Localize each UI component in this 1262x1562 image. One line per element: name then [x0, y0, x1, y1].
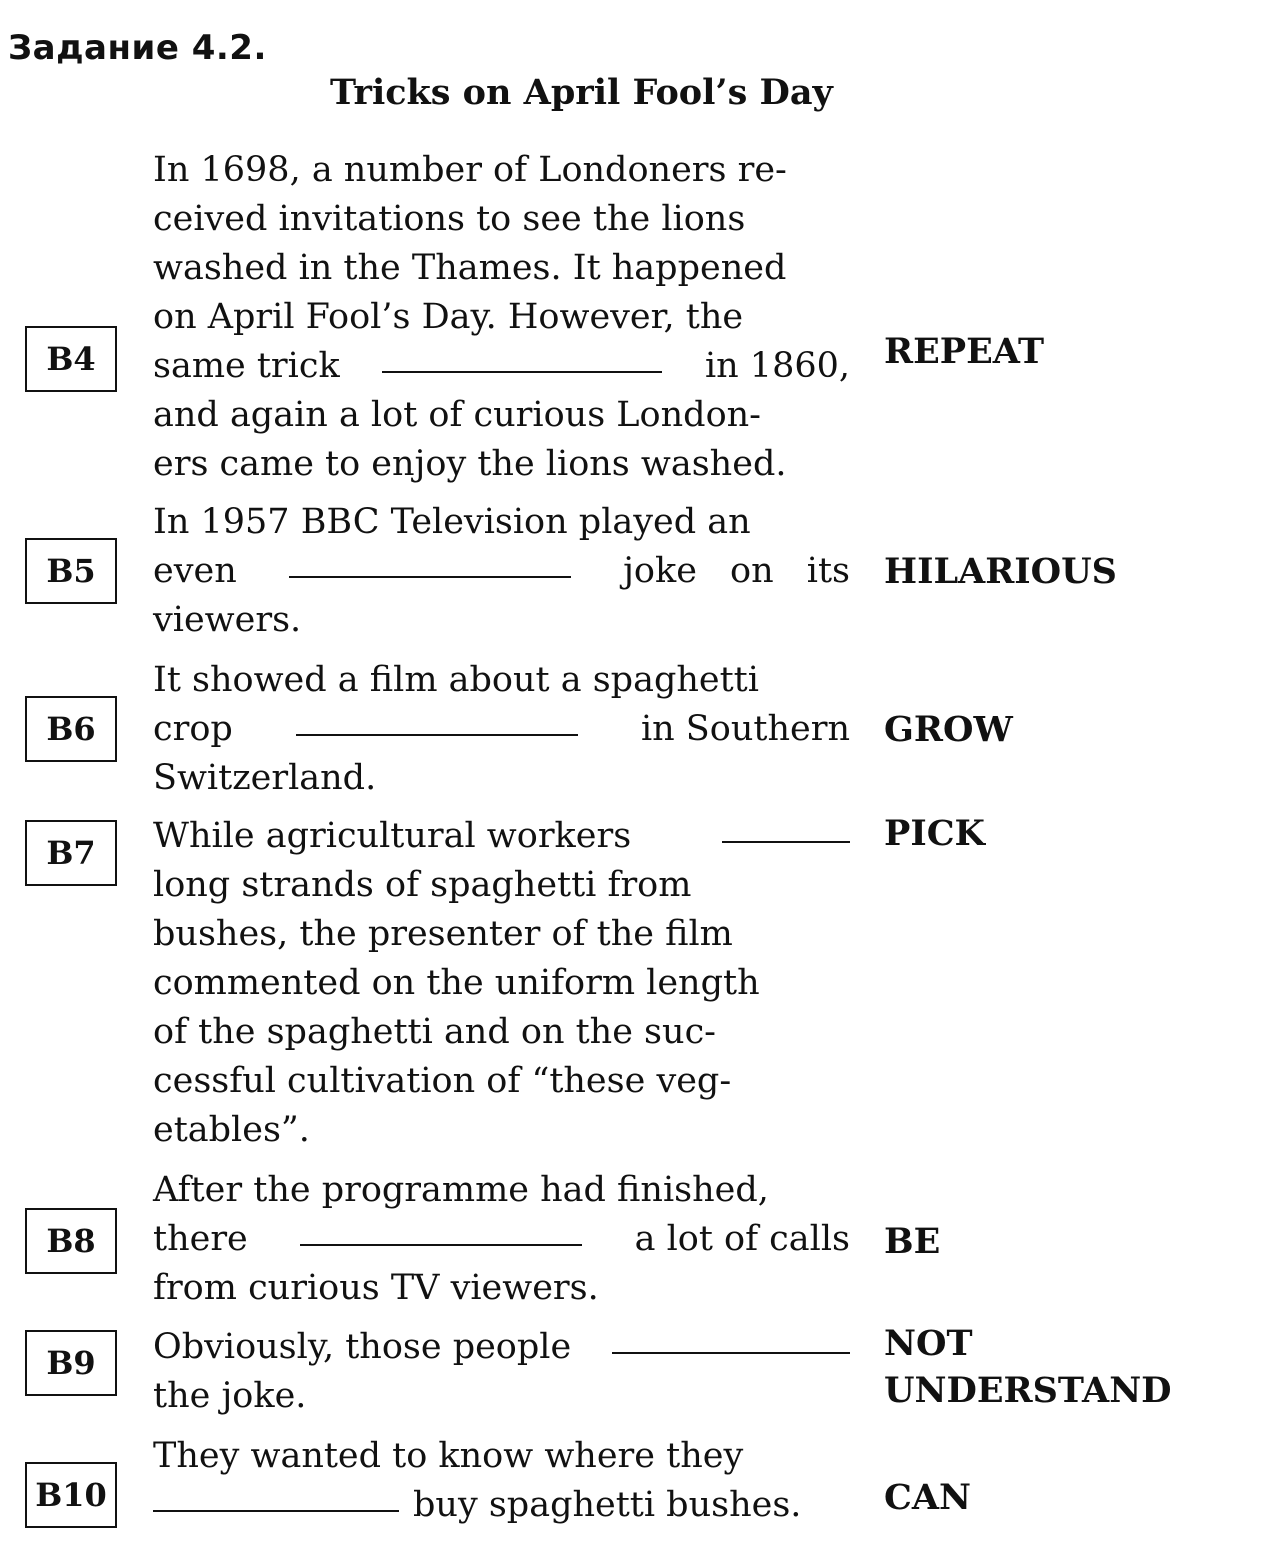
blank-line	[153, 342, 850, 391]
answer-blank[interactable]	[612, 1351, 850, 1354]
text-line: cessful cultivation of “these veg-	[153, 1061, 732, 1101]
keyword: GROW	[884, 709, 1013, 750]
text-line: the joke.	[153, 1376, 307, 1416]
item-number-box: B7	[25, 820, 117, 886]
text-before-blank: While agricultural workers	[153, 816, 632, 856]
keyword	[884, 1320, 1172, 1414]
text-before-blank: there	[153, 1219, 248, 1259]
item-text	[153, 498, 850, 645]
blank-line	[153, 812, 850, 861]
blank-line	[153, 705, 850, 754]
answer-blank[interactable]	[289, 575, 571, 578]
text-line: etables”.	[153, 1110, 310, 1150]
keyword: CAN	[884, 1477, 972, 1518]
answer-blank[interactable]	[296, 733, 578, 736]
text-line: commented on the uniform length	[153, 963, 760, 1003]
text-line: bushes, the presenter of the film	[153, 914, 733, 954]
blank-line	[153, 547, 850, 596]
item-text	[153, 812, 850, 1155]
text-after-blank: a lot of calls	[634, 1219, 850, 1259]
text-line: viewers.	[153, 600, 302, 640]
text-before-blank: even	[153, 551, 237, 591]
text-line: ceived invitations to see the lions	[153, 199, 746, 239]
text-line: on April Fool’s Day. However, the	[153, 297, 744, 337]
text-line: washed in the Thames. It happened	[153, 248, 787, 288]
text-before-blank: Obviously, those people	[153, 1327, 572, 1367]
text-after-blank: in 1860,	[704, 346, 850, 386]
blank-line	[153, 1215, 850, 1264]
text-line: ers came to enjoy the lions washed.	[153, 444, 787, 484]
page-title: Tricks on April Fool’s Day	[330, 72, 833, 113]
keyword: REPEAT	[884, 331, 1045, 372]
answer-blank[interactable]	[300, 1243, 582, 1246]
answer-blank[interactable]	[382, 370, 662, 373]
task-label: Задание 4.2.	[8, 28, 267, 68]
text-before-blank: same trick	[153, 346, 340, 386]
text-after-blank: in Southern	[640, 709, 850, 749]
text-line: They wanted to know where they	[153, 1436, 744, 1476]
item-number-box: B6	[25, 696, 117, 762]
text-line: from curious TV viewers.	[153, 1268, 599, 1308]
keyword-line: NOT	[884, 1323, 973, 1364]
text-line: Switzerland.	[153, 758, 377, 798]
text-line: In 1698, a number of Londoners re-	[153, 150, 787, 190]
blank-line	[153, 1323, 850, 1372]
text-after-blank: buy spaghetti bushes.	[413, 1485, 802, 1525]
text-line: It showed a film about a spaghetti	[153, 660, 759, 700]
item-text	[153, 146, 850, 489]
item-text	[153, 1323, 850, 1421]
text-line: After the programme had finished,	[153, 1170, 769, 1210]
text-line: long strands of spaghetti from	[153, 865, 692, 905]
item-number-box: B10	[25, 1462, 117, 1528]
item-number-box: B8	[25, 1208, 117, 1274]
blank-line	[153, 1481, 850, 1530]
item-text	[153, 1166, 850, 1313]
keyword: PICK	[884, 813, 985, 854]
text-before-blank: crop	[153, 709, 233, 749]
item-text	[153, 1432, 850, 1530]
item-number-box: B4	[25, 326, 117, 392]
item-text	[153, 656, 850, 803]
answer-blank[interactable]	[153, 1509, 399, 1512]
answer-blank[interactable]	[722, 840, 850, 843]
item-number-box: B5	[25, 538, 117, 604]
text-line: of the spaghetti and on the suc-	[153, 1012, 716, 1052]
text-line: In 1957 BBC Television played an	[153, 502, 751, 542]
keyword: HILARIOUS	[884, 551, 1117, 592]
item-number-box: B9	[25, 1330, 117, 1396]
keyword: BE	[884, 1221, 941, 1262]
keyword-line: UNDERSTAND	[884, 1370, 1172, 1411]
text-after-blank: joke on its	[623, 551, 850, 591]
text-line: and again a lot of curious London-	[153, 395, 762, 435]
